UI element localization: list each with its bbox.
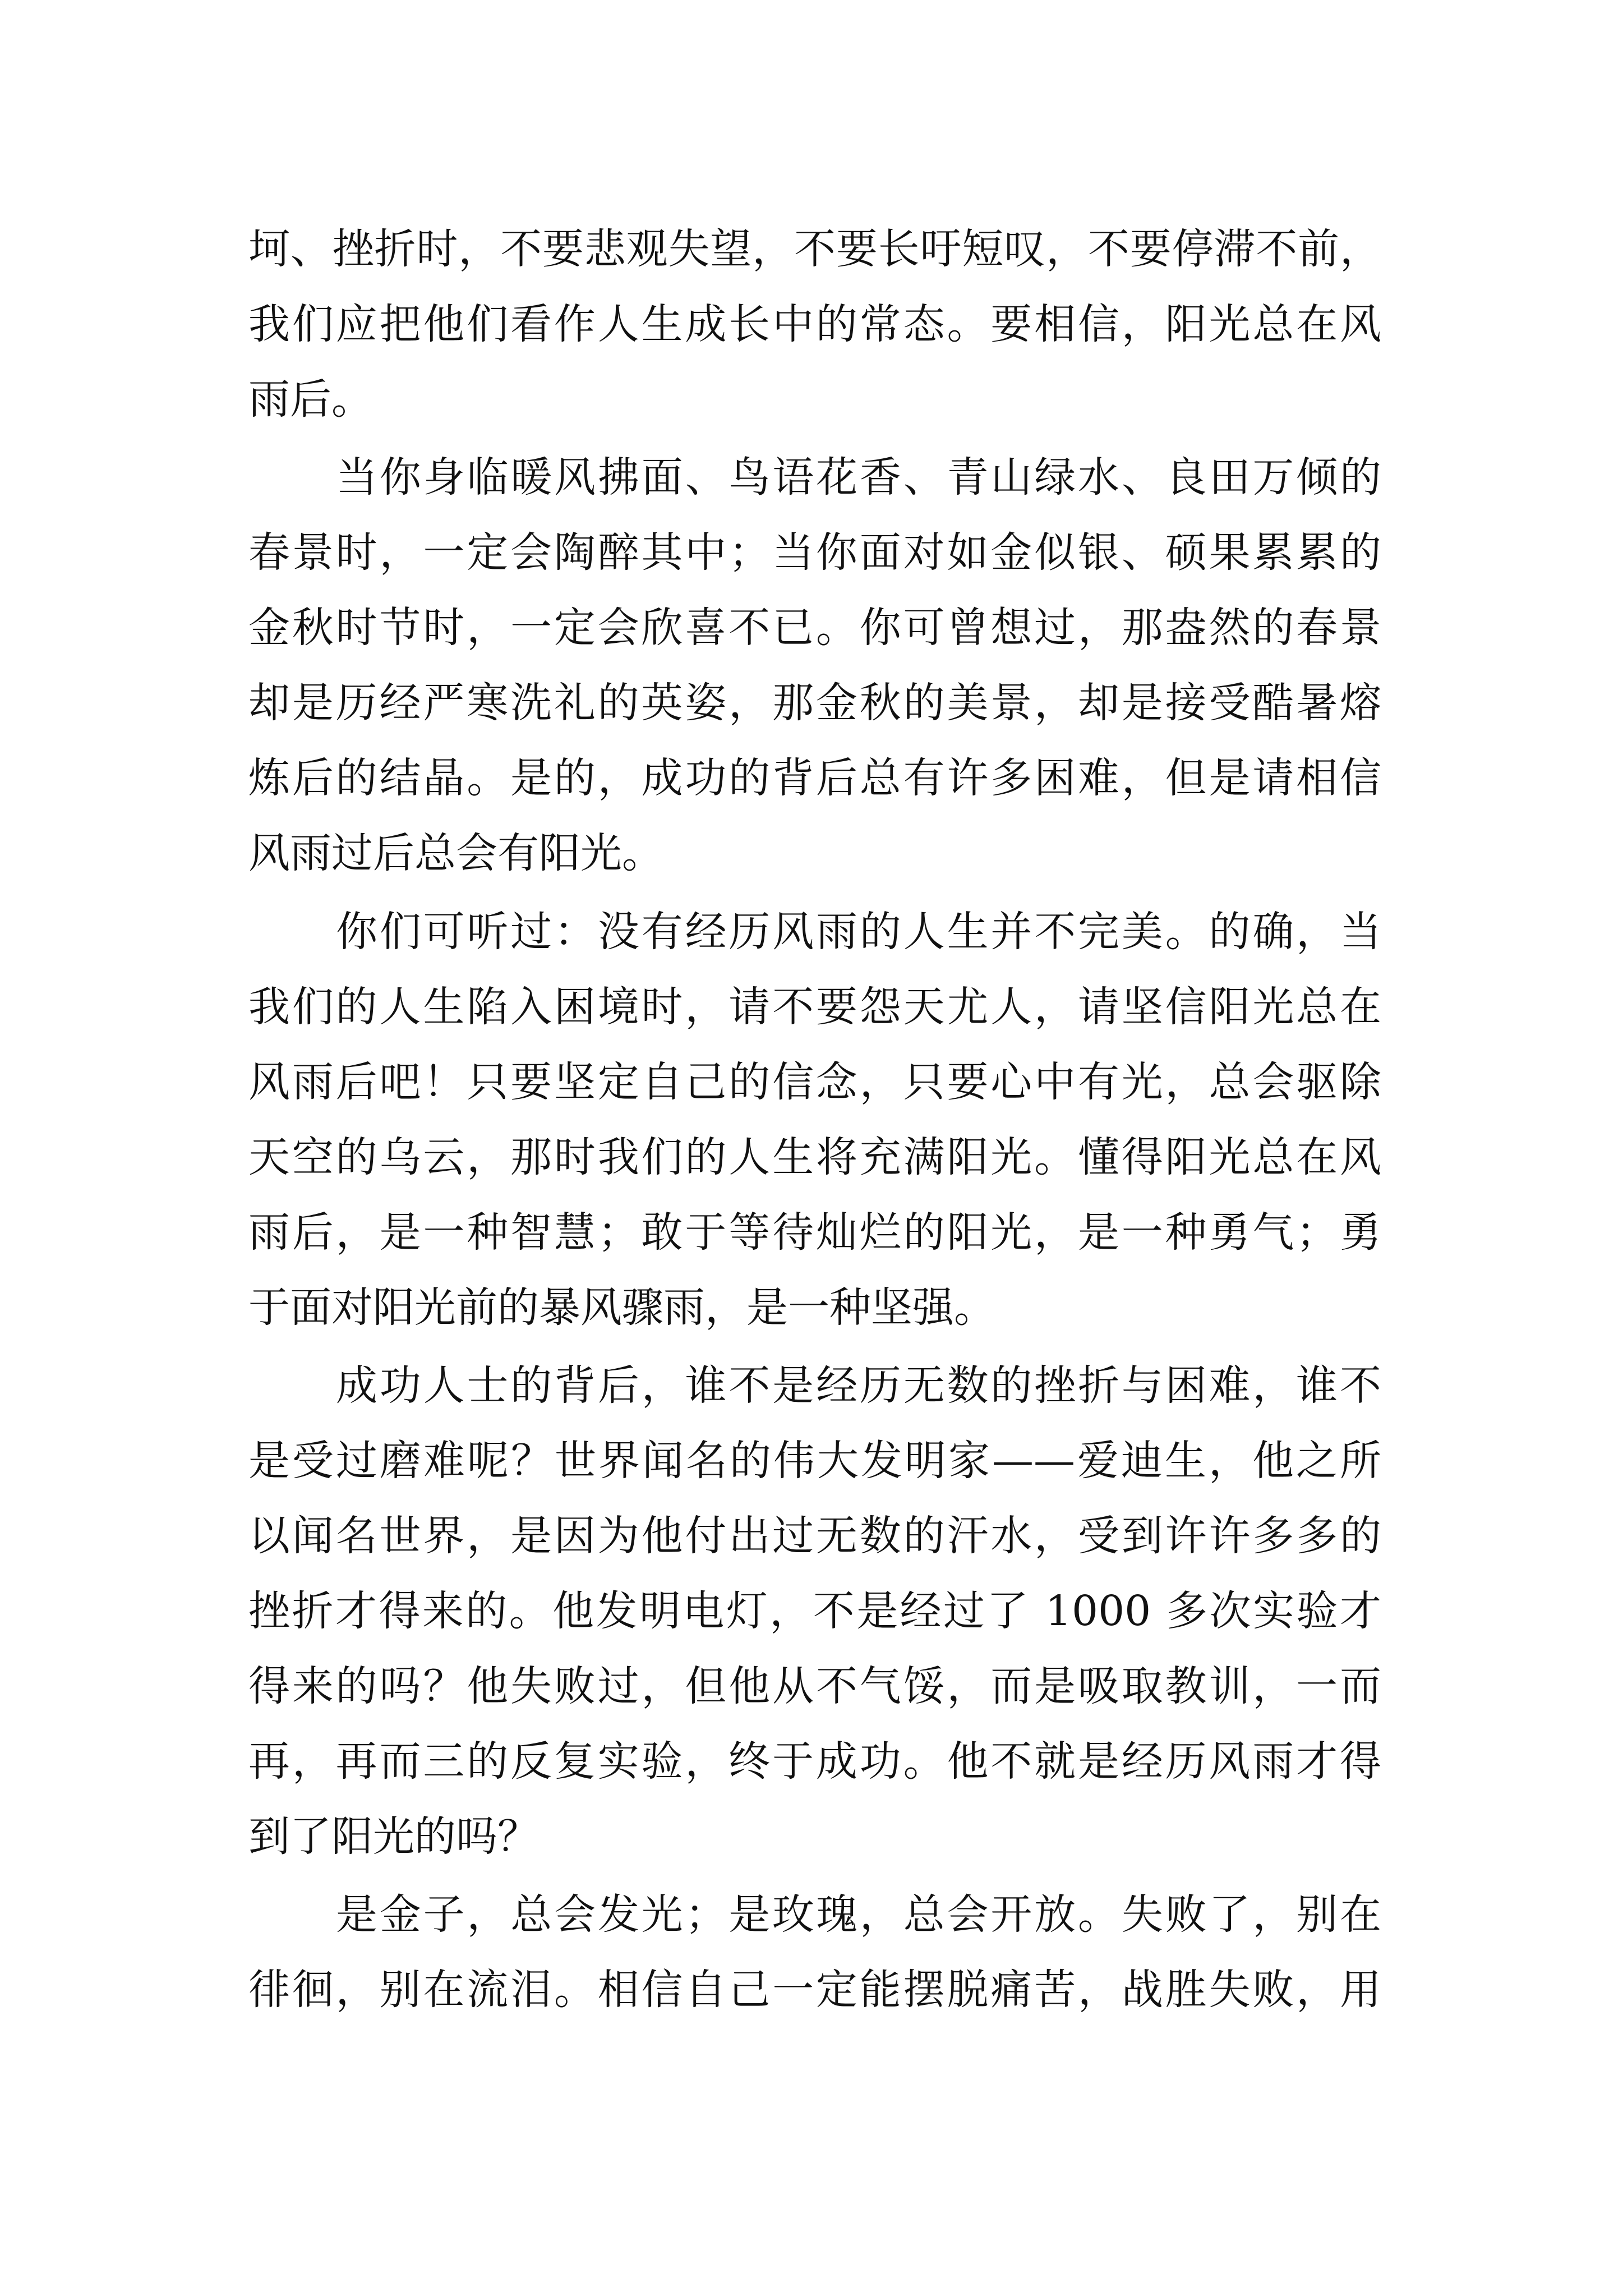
text-line: 当你身临暖风拂面、鸟语花香、青山绿水、良田万倾的 xyxy=(336,453,1381,501)
text-line: 得来的吗？他失败过，但他从不气馁，而是吸取教训，一而 xyxy=(248,1662,1381,1710)
text-line: 我们的人生陷入困境时，请不要怨天尤人，请坚信阳光总在 xyxy=(248,983,1381,1031)
text-line: 挫折才得来的。他发明电灯，不是经过了 1000 多次实验才 xyxy=(248,1587,1381,1635)
text-line: 徘徊，别在流泪。相信自己一定能摆脱痛苦，战胜失败，用 xyxy=(248,1966,1381,2014)
text-line: 我们应把他们看作人生成长中的常态。要相信，阳光总在风 xyxy=(248,300,1381,348)
text-line: 天空的乌云，那时我们的人生将充满阳光。懂得阳光总在风 xyxy=(248,1133,1381,1181)
text-line: 到了阳光的吗？ xyxy=(248,1812,539,1861)
text-line: 是金子，总会发光；是玫瑰，总会开放。失败了，别在 xyxy=(336,1890,1381,1939)
text-line: 炼后的结晶。是的，成功的背后总有许多困难，但是请相信 xyxy=(248,754,1381,802)
text-line: 却是历经严寒洗礼的英姿，那金秋的美景，却是接受酷暑熔 xyxy=(248,679,1381,727)
text-line: 雨后。 xyxy=(248,375,373,424)
text-line: 你们可听过：没有经历风雨的人生并不完美。的确，当 xyxy=(336,908,1381,956)
text-line: 成功人士的背后，谁不是经历无数的挫折与困难，谁不 xyxy=(336,1361,1381,1410)
text-line: 坷、挫折时，不要悲观失望，不要长吁短叹，不要停滞不前， xyxy=(248,225,1381,273)
text-line: 于面对阳光前的暴风骤雨，是一种坚强。 xyxy=(248,1283,995,1332)
text-line: 春景时，一定会陶醉其中；当你面对如金似银、硕果累累的 xyxy=(248,528,1381,577)
text-line: 金秋时节时，一定会欣喜不已。你可曾想过，那盎然的春景 xyxy=(248,604,1381,652)
text-line: 雨后，是一种智慧；敢于等待灿烂的阳光，是一种勇气；勇 xyxy=(248,1208,1381,1257)
text-line: 风雨后吧！只要坚定自己的信念，只要心中有光，总会驱除 xyxy=(248,1058,1381,1106)
text-line: 是受过磨难呢？世界闻名的伟大发明家——爱迪生，他之所 xyxy=(248,1437,1381,1485)
text-line: 风雨过后总会有阳光。 xyxy=(248,829,663,877)
text-line: 再，再而三的反复实验，终于成功。他不就是经历风雨才得 xyxy=(248,1737,1381,1786)
text-line: 以闻名世界，是因为他付出过无数的汗水，受到许许多多的 xyxy=(248,1512,1381,1560)
